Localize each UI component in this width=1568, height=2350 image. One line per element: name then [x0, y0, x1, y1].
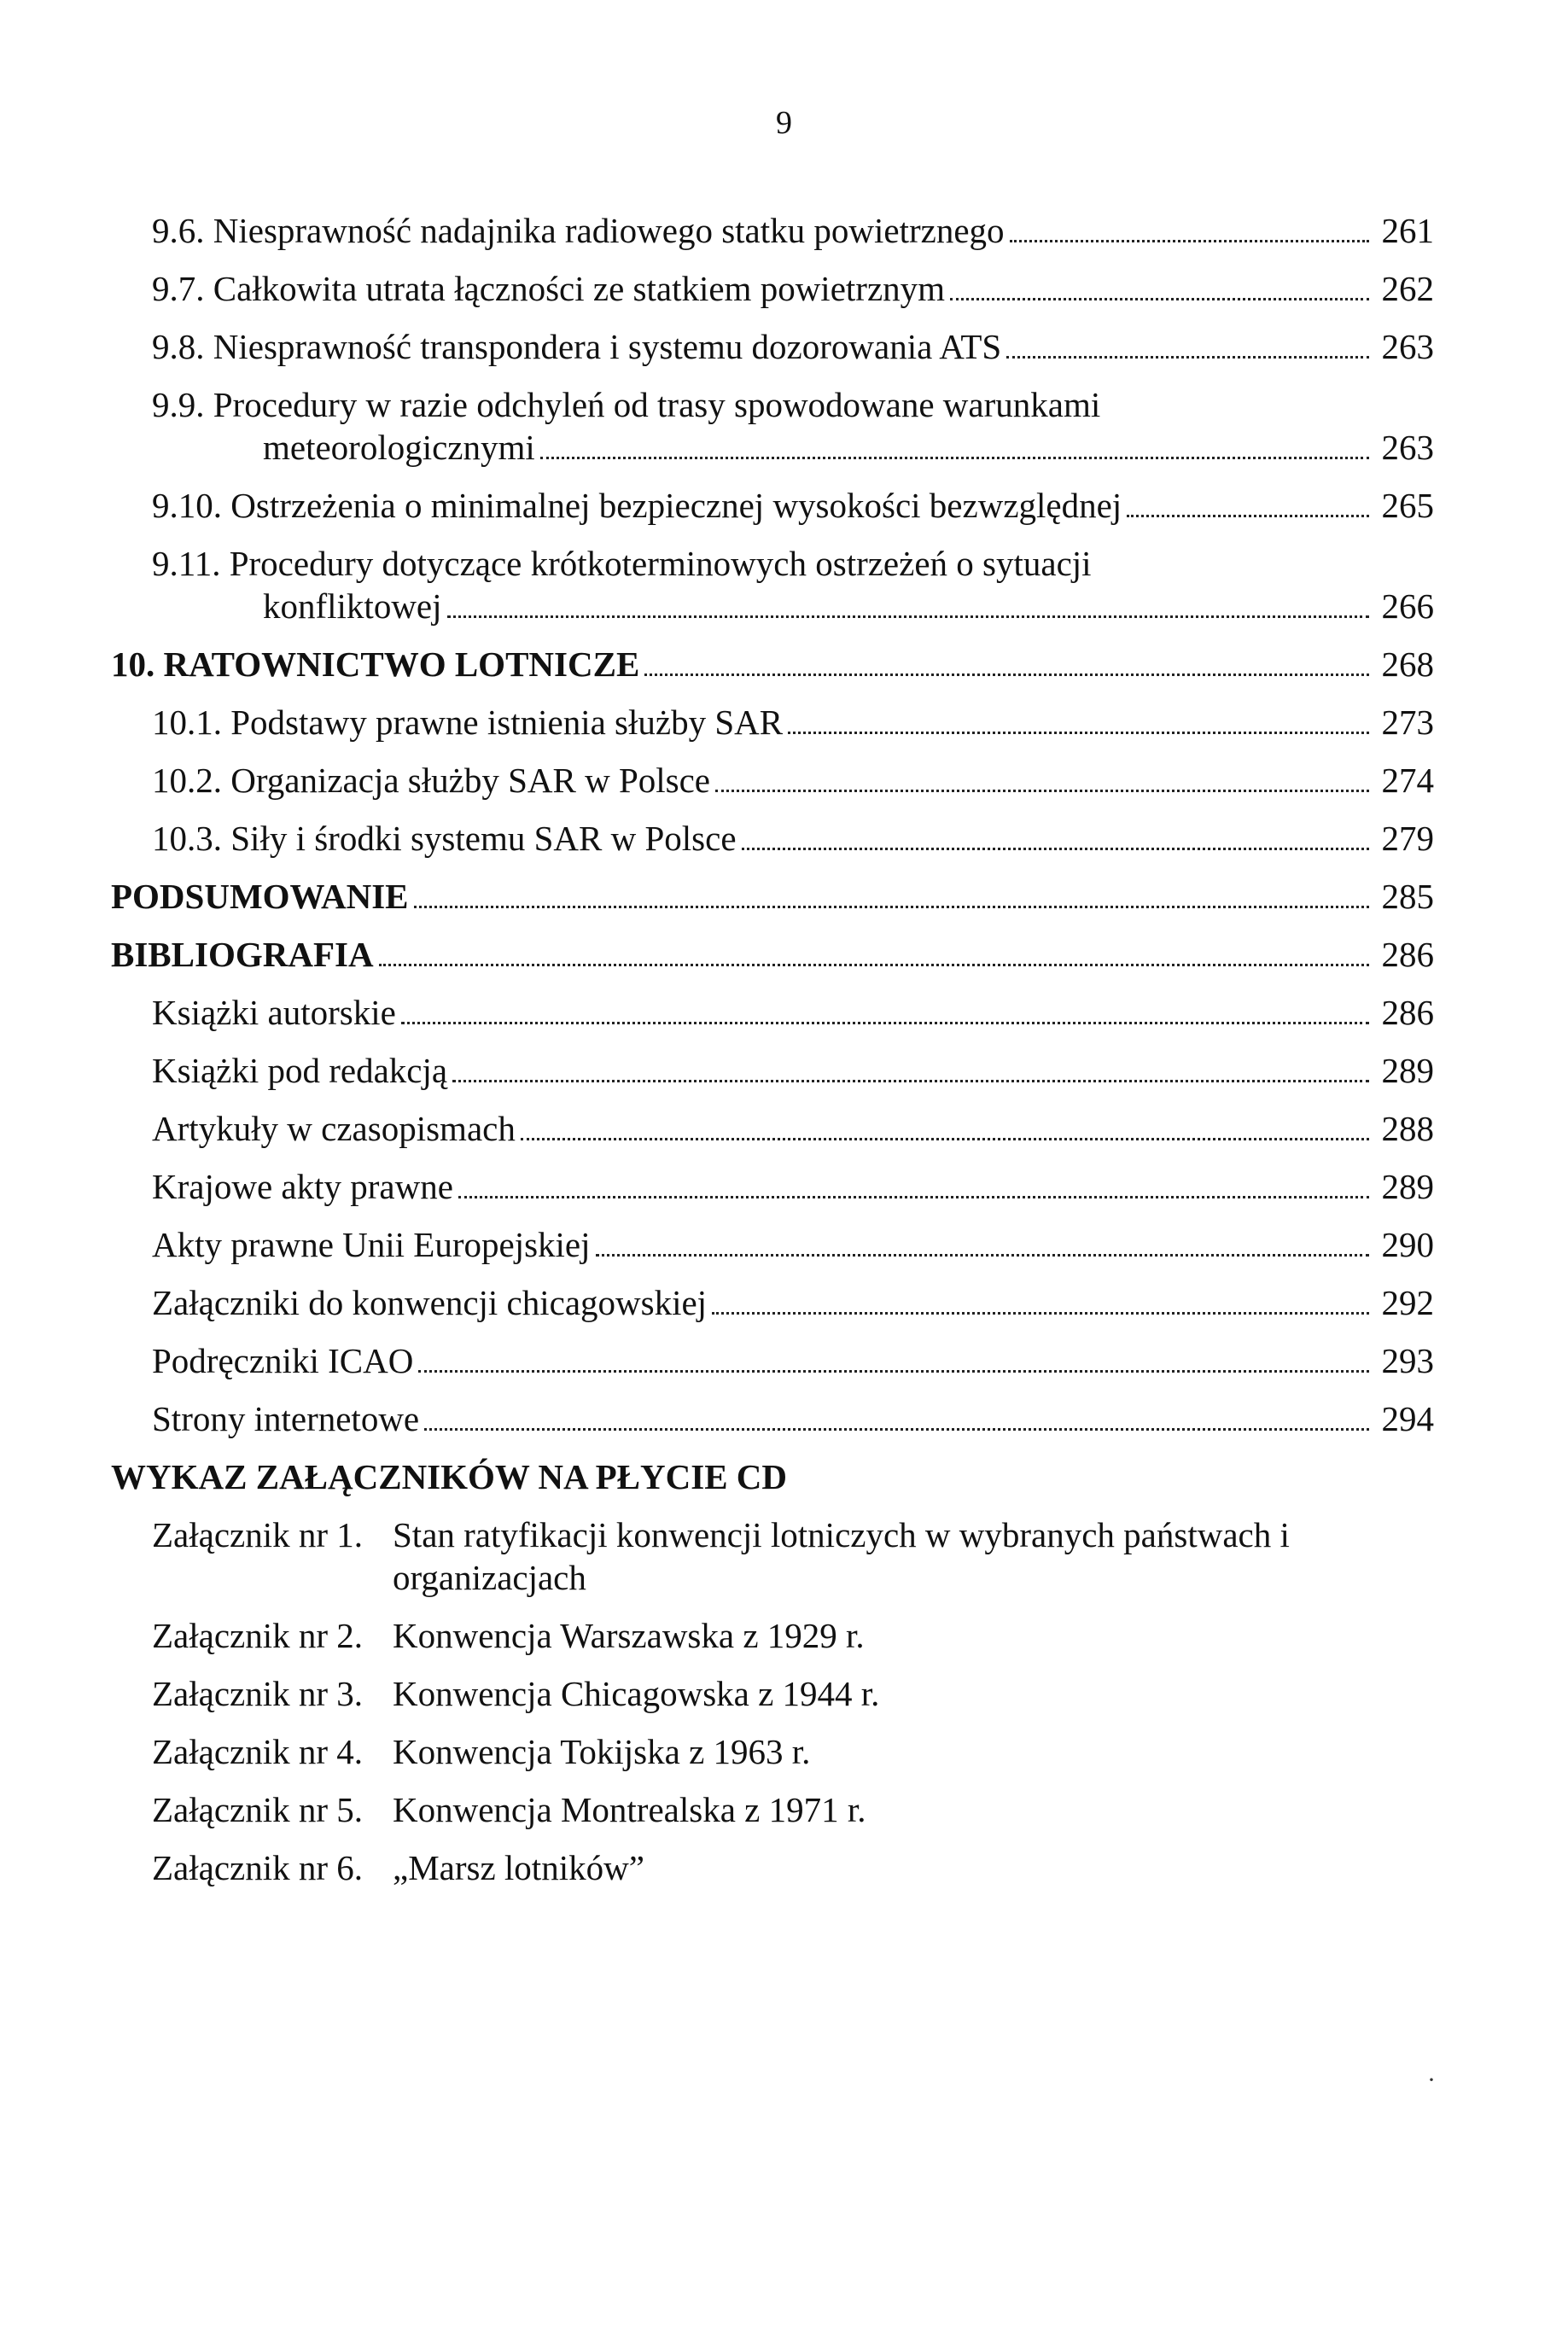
toc-entry-page: 288	[1381, 1109, 1434, 1148]
annex-item-4[interactable]	[111, 1730, 1434, 1773]
toc-entry-krajowe-akty[interactable]	[111, 1165, 1434, 1208]
dot-leader	[401, 1022, 1369, 1024]
toc-entry-title: Załączniki do konwencji chicagowskiej	[152, 1283, 708, 1322]
annex-item-3[interactable]	[111, 1672, 1434, 1715]
toc-entry-title: Podręczniki ICAO	[152, 1341, 414, 1380]
toc-entry-9-10[interactable]	[111, 484, 1434, 527]
toc-entry-title: Krajowe akty prawne	[152, 1167, 453, 1206]
dot-leader	[715, 790, 1369, 792]
toc-entry-title: 9.11. Procedury dotyczące krótkoterminowych ostrzeżeń o sytuacji	[152, 544, 1092, 583]
annex-text: Stan ratyfikacji konwencji lotniczych w wybranych państwach i organizacjach	[393, 1515, 1290, 1597]
dot-leader	[596, 1254, 1369, 1257]
annex-label: Załącznik nr 4.	[152, 1732, 364, 1771]
annex-item-1[interactable]	[111, 1513, 1434, 1599]
toc-entry-title: 10.3. Siły i środki systemu SAR w Polsce	[152, 819, 737, 858]
dot-leader	[742, 848, 1369, 850]
toc-entry-title: 9.6. Niesprawność nadajnika radiowego statku powietrznego	[152, 211, 1005, 250]
dot-leader	[418, 1370, 1369, 1373]
dot-leader	[1127, 515, 1369, 517]
dot-leader	[379, 964, 1369, 966]
annex-item-5[interactable]	[111, 1788, 1434, 1831]
toc-entry-title: Akty prawne Unii Europejskiej	[152, 1225, 591, 1264]
toc-entry-10-1[interactable]	[111, 701, 1434, 743]
toc-entry-10-2[interactable]	[111, 759, 1434, 802]
toc-entry-page: 286	[1381, 993, 1434, 1032]
dot-leader	[414, 906, 1369, 908]
toc-entry-10[interactable]	[111, 643, 1434, 685]
annex-label: Załącznik nr 3.	[152, 1674, 364, 1713]
annex-label: Załącznik nr 2.	[152, 1616, 364, 1655]
toc-entry-title: PODSUMOWANIE	[111, 877, 409, 916]
toc-entry-akty-ue[interactable]	[111, 1223, 1434, 1266]
dot-leader	[540, 457, 1369, 459]
annex-item-2[interactable]	[111, 1614, 1434, 1657]
toc-entry-page: 274	[1381, 761, 1434, 800]
toc-entry-10-3[interactable]	[111, 817, 1434, 860]
toc-entry-title: 10. RATOWNICTWO LOTNICZE	[111, 644, 640, 684]
toc-entry-title: 10.1. Podstawy prawne istnienia służby SAR	[152, 703, 784, 742]
toc-entry-9-11[interactable]	[111, 542, 1434, 627]
toc-entry-ksiazki-pod-redakcja[interactable]	[111, 1049, 1434, 1092]
toc-entry-title: 9.10. Ostrzeżenia o minimalnej bezpiecznej wysokości bezwzględnej	[152, 486, 1122, 525]
toc-entry-podsumowanie[interactable]	[111, 875, 1434, 918]
annex-label: Załącznik nr 5.	[152, 1790, 364, 1829]
toc-entry-page: 294	[1381, 1399, 1434, 1438]
toc-entry-title: Książki autorskie	[152, 993, 396, 1032]
annex-item-6[interactable]	[111, 1846, 1434, 1889]
toc-entry-9-7[interactable]	[111, 267, 1434, 310]
toc-entry-title: Strony internetowe	[152, 1399, 420, 1438]
toc-entry-strony-internetowe[interactable]	[111, 1397, 1434, 1440]
toc-entry-page: 273	[1381, 703, 1434, 742]
scan-artifact-mark: ·	[1427, 2066, 1436, 2094]
dot-leader	[788, 732, 1369, 734]
dot-leader	[1006, 356, 1369, 359]
toc-entry-title: 9.8. Niesprawność transpondera i systemu dozorowania ATS	[152, 327, 1002, 366]
dot-leader	[950, 298, 1369, 300]
toc-entry-page: 293	[1381, 1341, 1434, 1380]
toc-entry-page: 262	[1381, 269, 1434, 308]
toc-entry-page: 289	[1381, 1051, 1434, 1090]
toc-entry-page: 279	[1381, 819, 1434, 858]
toc-entry-page: 266	[1381, 586, 1434, 626]
toc-entry-page: 261	[1381, 211, 1434, 250]
toc-entry-page: 290	[1381, 1225, 1434, 1264]
annex-label: Załącznik nr 6.	[152, 1848, 364, 1887]
toc-entry-9-6[interactable]	[111, 209, 1434, 252]
toc-entry-podreczniki-icao[interactable]	[111, 1339, 1434, 1382]
toc-entry-artykuly[interactable]	[111, 1107, 1434, 1150]
dot-leader	[644, 674, 1369, 676]
toc-entry-title: 9.7. Całkowita utrata łączności ze statkiem powietrznym	[152, 269, 946, 308]
annex-text: Konwencja Chicagowska z 1944 r.	[393, 1674, 880, 1713]
toc-entry-title: Książki pod redakcją	[152, 1051, 448, 1090]
dot-leader	[452, 1080, 1369, 1082]
toc-entry-ksiazki-autorskie[interactable]	[111, 991, 1434, 1034]
toc-entry-bibliografia[interactable]	[111, 933, 1434, 976]
dot-leader	[458, 1196, 1369, 1198]
toc-entry-title-continued: konfliktowej	[263, 586, 442, 626]
toc-entry-title: Artykuły w czasopismach	[152, 1109, 516, 1148]
table-of-contents	[111, 209, 1434, 1904]
toc-entry-zalaczniki-konwencji[interactable]	[111, 1281, 1434, 1324]
toc-entry-page: 263	[1381, 327, 1434, 366]
toc-entry-page: 265	[1381, 486, 1434, 525]
annex-text: Konwencja Montrealska z 1971 r.	[393, 1790, 866, 1829]
toc-entry-title-continued: meteorologicznymi	[263, 428, 535, 467]
toc-entry-page: 289	[1381, 1167, 1434, 1206]
toc-entry-title: BIBLIOGRAFIA	[111, 935, 374, 974]
dot-leader	[712, 1312, 1369, 1315]
toc-entry-page: 285	[1381, 877, 1434, 916]
annex-text: „Marsz lotników”	[393, 1848, 644, 1887]
toc-entry-title: 9.9. Procedury w razie odchyleń od trasy spowodowane warunkami	[152, 385, 1101, 424]
toc-entry-title: 10.2. Organizacja służby SAR w Polsce	[152, 761, 710, 800]
annex-heading: WYKAZ ZAŁĄCZNIKÓW NA PŁYCIE CD	[111, 1457, 788, 1496]
dot-leader	[424, 1428, 1369, 1431]
toc-entry-9-8[interactable]	[111, 325, 1434, 368]
toc-entry-9-9[interactable]	[111, 383, 1434, 469]
dot-leader	[521, 1138, 1369, 1140]
toc-entry-page: 263	[1381, 428, 1434, 467]
annex-label: Załącznik nr 1.	[152, 1515, 364, 1554]
toc-entry-page: 268	[1381, 644, 1434, 684]
dot-leader	[1010, 240, 1369, 242]
toc-entry-page: 292	[1381, 1283, 1434, 1322]
dot-leader	[447, 615, 1369, 618]
annex-text: Konwencja Warszawska z 1929 r.	[393, 1616, 865, 1655]
page-number: 9	[776, 105, 792, 141]
toc-entry-page: 286	[1381, 935, 1434, 974]
annex-text: Konwencja Tokijska z 1963 r.	[393, 1732, 811, 1771]
